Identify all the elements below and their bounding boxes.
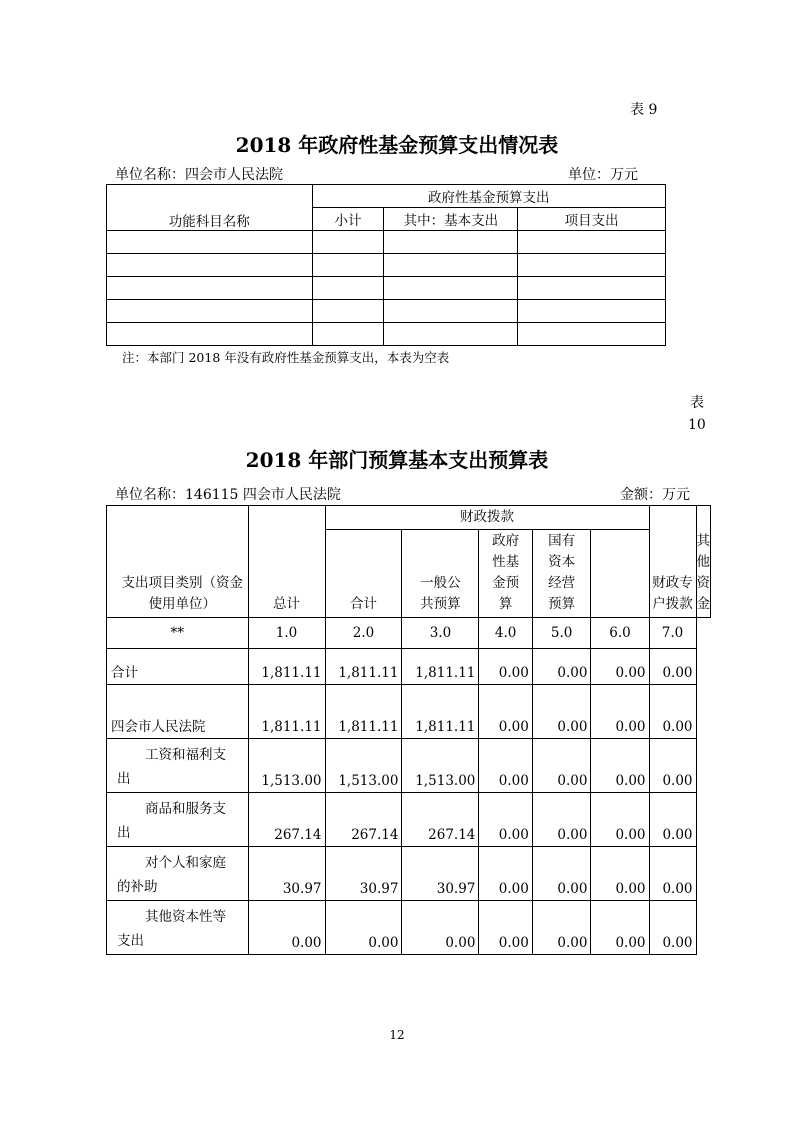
table9-note: 注：本部门 2018 年没有政府性基金预算支出，本表为空表 <box>122 350 450 365</box>
index-cell: 4.0 <box>479 618 532 649</box>
table-row <box>107 847 711 901</box>
table-row <box>107 901 711 955</box>
index-cell: 7.0 <box>649 618 696 649</box>
row-value: 1,811.11 <box>325 649 402 685</box>
table9 <box>106 184 666 346</box>
table10-label: 表 10 <box>688 395 706 433</box>
row-value: 0.00 <box>591 685 649 739</box>
row-name: 合计 <box>107 649 249 685</box>
row-value: 0.00 <box>649 847 696 901</box>
table9-title: 2018 年政府性基金预算支出情况表 <box>235 133 559 157</box>
row-value: 0.00 <box>479 739 532 793</box>
table10 <box>106 505 711 955</box>
page-number: 12 <box>389 1028 405 1042</box>
table9-header-project: 项目支出 <box>518 208 666 231</box>
table10-header-total: 总计 <box>248 506 325 618</box>
table9-header-category: 功能科目名称 <box>107 185 313 231</box>
table9-header-basic: 其中：基本支出 <box>384 208 518 231</box>
row-value: 267.14 <box>402 793 479 847</box>
row-value: 1,811.11 <box>402 649 479 685</box>
row-value: 1,811.11 <box>248 685 325 739</box>
row-name: 对个人和家庭的补助 <box>107 847 249 901</box>
table10-unit: 金额：万元 <box>620 487 690 503</box>
row-value: 0.00 <box>248 901 325 955</box>
index-cell: 3.0 <box>402 618 479 649</box>
table10-header-state-capital: 国有资本经营预算 <box>532 530 591 618</box>
row-value: 0.00 <box>532 793 591 847</box>
table9-header-group: 政府性基金预算支出 <box>312 185 665 208</box>
table10-header-other: 其他资金 <box>696 506 711 618</box>
row-value: 0.00 <box>479 847 532 901</box>
table10-header-subtotal: 合计 <box>325 530 402 618</box>
row-name: 四会市人民法院 <box>107 685 249 739</box>
table-row <box>107 277 666 300</box>
row-value: 0.00 <box>402 901 479 955</box>
table-row <box>107 300 666 323</box>
row-value: 0.00 <box>591 649 649 685</box>
table10-header-gov-fund: 政府性基金预算 <box>479 530 532 618</box>
row-value: 0.00 <box>649 685 696 739</box>
row-value: 0.00 <box>591 793 649 847</box>
row-value: 1,513.00 <box>248 739 325 793</box>
table10-title: 2018 年部门预算基本支出预算表 <box>245 448 549 472</box>
index-cell: ** <box>107 618 249 649</box>
table10-unit-name: 单位名称：146115 四会市人民法院 <box>115 487 341 503</box>
row-value: 0.00 <box>325 901 402 955</box>
row-value: 0.00 <box>479 685 532 739</box>
table-row <box>107 685 711 739</box>
table-row <box>107 323 666 346</box>
table9-header-subtotal: 小计 <box>312 208 384 231</box>
index-cell: 1.0 <box>248 618 325 649</box>
table9-unit-name: 单位名称：四会市人民法院 <box>115 167 283 183</box>
table-row <box>107 793 711 847</box>
index-cell: 2.0 <box>325 618 402 649</box>
row-value: 0.00 <box>649 649 696 685</box>
table10-header-group: 财政拨款 <box>325 506 649 530</box>
row-value: 1,513.00 <box>325 739 402 793</box>
row-value: 1,811.11 <box>248 649 325 685</box>
row-value: 0.00 <box>649 793 696 847</box>
row-value: 0.00 <box>532 649 591 685</box>
row-value: 1,513.00 <box>402 739 479 793</box>
row-value: 0.00 <box>479 649 532 685</box>
row-value: 0.00 <box>532 685 591 739</box>
row-value: 1,811.11 <box>402 685 479 739</box>
row-value: 30.97 <box>325 847 402 901</box>
row-value: 0.00 <box>591 847 649 901</box>
row-value: 267.14 <box>248 793 325 847</box>
row-value: 0.00 <box>479 901 532 955</box>
table10-header-general: 一般公共预算 <box>402 530 479 618</box>
row-value: 30.97 <box>402 847 479 901</box>
row-value: 0.00 <box>532 739 591 793</box>
row-value: 1,811.11 <box>325 685 402 739</box>
row-value: 0.00 <box>591 739 649 793</box>
row-name: 工资和福利支出 <box>107 739 249 793</box>
table-row <box>107 649 711 685</box>
row-value: 0.00 <box>649 901 696 955</box>
table10-header-special: 财政专户拨款 <box>649 506 696 618</box>
row-value: 0.00 <box>649 739 696 793</box>
row-value: 30.97 <box>248 847 325 901</box>
table10-index-row <box>107 618 711 649</box>
table10-header-category: 支出项目类别（资金使用单位） <box>107 506 249 618</box>
table9-label: 表 9 <box>630 102 658 118</box>
table-row <box>107 231 666 254</box>
row-value: 0.00 <box>532 847 591 901</box>
table-row <box>107 254 666 277</box>
row-name: 商品和服务支出 <box>107 793 249 847</box>
row-value: 0.00 <box>532 901 591 955</box>
row-value: 0.00 <box>479 793 532 847</box>
row-value: 0.00 <box>591 901 649 955</box>
index-cell: 6.0 <box>591 618 649 649</box>
row-name: 其他资本性等支出 <box>107 901 249 955</box>
row-value: 267.14 <box>325 793 402 847</box>
table9-unit: 单位：万元 <box>568 167 638 183</box>
table-row <box>107 739 711 793</box>
index-cell: 5.0 <box>532 618 591 649</box>
